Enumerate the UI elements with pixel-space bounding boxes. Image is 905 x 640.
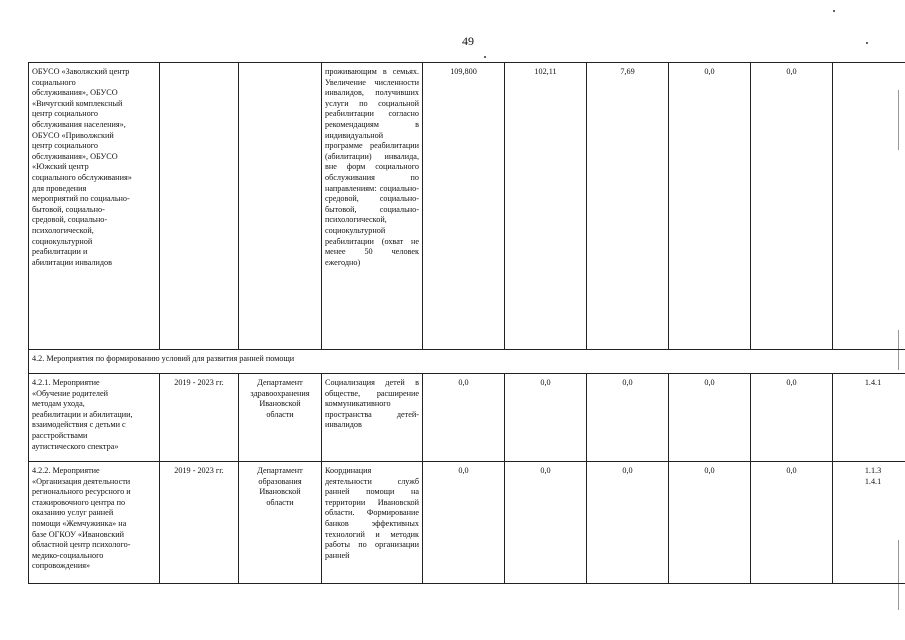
section-row: [29, 350, 905, 374]
funding-total-cell: 109,800: [423, 63, 505, 350]
activities-table: [28, 62, 905, 584]
funding-col4-cell: 0,0: [669, 63, 751, 350]
funding-col3-cell: 7,69: [587, 63, 669, 350]
scan-speck: [833, 10, 835, 12]
activity-name-cell: 4.2.2. Мероприятие «Организация деятельности регионального ресурсного и стажировочного центра по оказанию услуг ранней помощи «Жемчужинка» на базе ОГКОУ «Ивановский областной центр психолого- медико-социального сопровождения»: [29, 462, 160, 584]
indicator-link-cell: [833, 63, 905, 350]
period-cell: 2019 - 2023 гг.: [160, 374, 239, 462]
funding-total-cell: 0,0: [423, 374, 505, 462]
section-title: 4.2. Мероприятия по формированию условий для развития ранней помощи: [29, 350, 905, 374]
funding-col4-cell: 0,0: [669, 462, 751, 584]
expected-result-cell: Социализация детей в обществе, расширение коммуникативного пространства детей-инвалидов: [322, 374, 423, 462]
expected-result-cell: Координация деятельности служб ранней помощи на территории Ивановской области. Формирование банков эффективных технологий и методик работы по организации ранней: [322, 462, 423, 584]
funding-col2-cell: 0,0: [505, 462, 587, 584]
executor-cell: Департамент здравоохранения Ивановской области: [239, 374, 322, 462]
table-row: [29, 63, 905, 350]
period-cell: [160, 63, 239, 350]
indicator-link-cell: 1.4.1: [833, 374, 905, 462]
scan-speck: [484, 56, 486, 58]
funding-col4-cell: 0,0: [669, 374, 751, 462]
funding-col5-cell: 0,0: [751, 462, 833, 584]
executor-cell: [239, 63, 322, 350]
table-row: [29, 462, 905, 584]
executor-cell: Департамент образования Ивановской области: [239, 462, 322, 584]
activity-name-cell: 4.2.1. Мероприятие «Обучение родителей методам ухода, реабилитации и абилитации, взаимодействия с детьми с расстройствами аутистического спектра»: [29, 374, 160, 462]
period-cell: 2019 - 2023 гг.: [160, 462, 239, 584]
table-row: [29, 374, 905, 462]
funding-col5-cell: 0,0: [751, 63, 833, 350]
scan-speck: [866, 42, 868, 44]
page-number: 49: [462, 34, 474, 48]
funding-col5-cell: 0,0: [751, 374, 833, 462]
funding-col2-cell: 0,0: [505, 374, 587, 462]
funding-total-cell: 0,0: [423, 462, 505, 584]
activity-name-cell: ОБУСО «Заволжский центр социального обслуживания», ОБУСО «Вичугский комплексный центр социального обслуживания населения», ОБУСО «Приволжский центр социального обслуживания», ОБУСО «Южский центр социального обслуживания» для проведения мероприятий по социально- бытовой, социально- средовой, социально- психологической, социокультурной реабилитации и абилитации инвалидов: [29, 63, 160, 350]
indicator-link-cell: 1.1.3 1.4.1: [833, 462, 905, 584]
funding-col2-cell: 102,11: [505, 63, 587, 350]
funding-col3-cell: 0,0: [587, 462, 669, 584]
expected-result-cell: проживающим в семьях. Увеличение численности инвалидов, получивших услуги по социальной реабилитации согласно рекомендациям в индивидуальной программе реабилитации (абилитации) инвалида, вне форм социального обслуживания по направлениям: социально-средовой, социально-бытовой, социально-психологической, социокультурной реабилитации (охват не менее 50 человек ежегодно): [322, 63, 423, 350]
funding-col3-cell: 0,0: [587, 374, 669, 462]
